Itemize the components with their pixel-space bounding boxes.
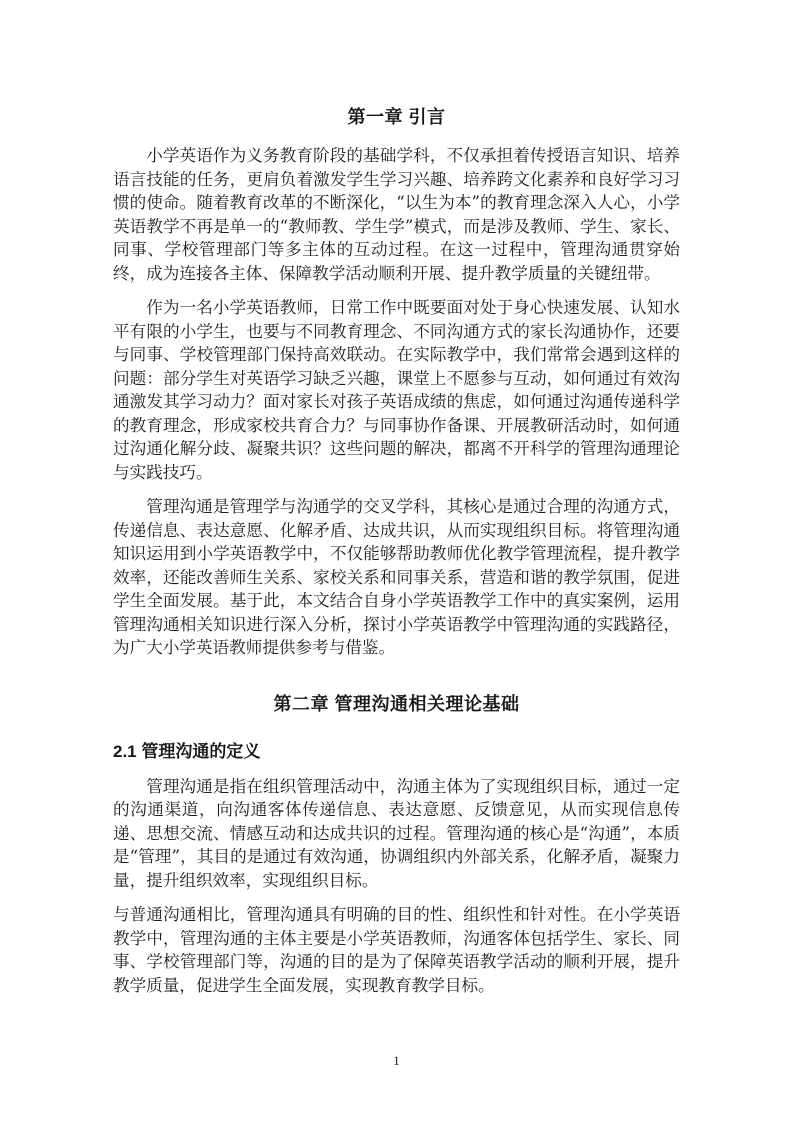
chapter-1-paragraph-3: 管理沟通是管理学与沟通学的交叉学科，其核心是通过合理的沟通方式，传递信息、表达意愿、化解矛盾、达成共识，从而实现组织目标。将管理沟通知识运用到小学英语教学中，不仅能够帮助教师优化教学管理流程，提升教学效率，还能改善师生关系、家校关系和同事关系，营造和谐的教学氛围，促进学生全面发展。基于此，本文结合自身小学英语教学工作中的真实案例，运用管理沟通相关知识进行深入分析，探讨小学英语教学中管理沟通的实践路径，为广大小学英语教师提供参考与借鉴。 <box>113 497 680 657</box>
chapter-1-paragraph-2: 作为一名小学英语教师，日常工作中既要面对处于身心快速发展、认知水平有限的小学生，也要与不同教育理念、不同沟通方式的家长沟通协作，还要与同事、学校管理部门保持高效联动。在实际教学中，我们常常会遇到这样的问题：部分学生对英语学习缺乏兴趣，课堂上不愿参与互动，如何通过有效沟通激发其学习动力？面对家长对孩子英语成绩的焦虑，如何通过沟通传递科学的教育理念，形成家校共育合力？与同事协作备课、开展教研活动时，如何通过沟通化解分歧、凝聚共识？这些问题的解决，都离不开科学的管理沟通理论与实践技巧。 <box>113 298 680 482</box>
page-number: 1 <box>393 1053 400 1068</box>
section-2-1-paragraph-2: 与普通沟通相比，管理沟通具有明确的目的性、组织性和针对性。在小学英语教学中，管理沟通的主体主要是小学英语教师，沟通客体包括学生、家长、同事、学校管理部门等，沟通的目的是为了保障英语教学活动的顺利开展，提升教学质量，促进学生全面发展，实现教育教学目标。 <box>113 905 680 995</box>
chapter-1-heading: 第一章 引言 <box>347 107 446 127</box>
chapter-2-heading: 第二章 管理沟通相关理论基础 <box>273 693 520 714</box>
section-2-1-paragraph-1: 管理沟通是指在组织管理活动中，沟通主体为了实现组织目标，通过一定的沟通渠道，向沟通客体传递信息、表达意愿、反馈意见，从而实现信息传递、思想交流、情感互动和达成共识的过程。管理沟通的核心是“沟通”，本质是“管理”，其目的是通过有效沟通，协调组织内外部关系，化解矛盾，凝聚力量，提升组织效率，实现组织目标。 <box>113 776 680 890</box>
section-2-1-heading: 2.1 管理沟通的定义 <box>113 741 261 761</box>
chapter-1-paragraph-1: 小学英语作为义务教育阶段的基础学科，不仅承担着传授语言知识、培养语言技能的任务，更肩负着激发学生学习兴趣、培养跨文化素养和良好学习习惯的使命。随着教育改革的不断深化，“以生为本”的教育理念深入人心，小学英语教学不再是单一的“教师教、学生学”模式，而是涉及教师、学生、家长、同事、学校管理部门等多主体的互动过程。在这一过程中，管理沟通贯穿始终，成为连接各主体、保障教学活动顺利开展、提升教学质量的关键纽带。 <box>113 146 680 283</box>
